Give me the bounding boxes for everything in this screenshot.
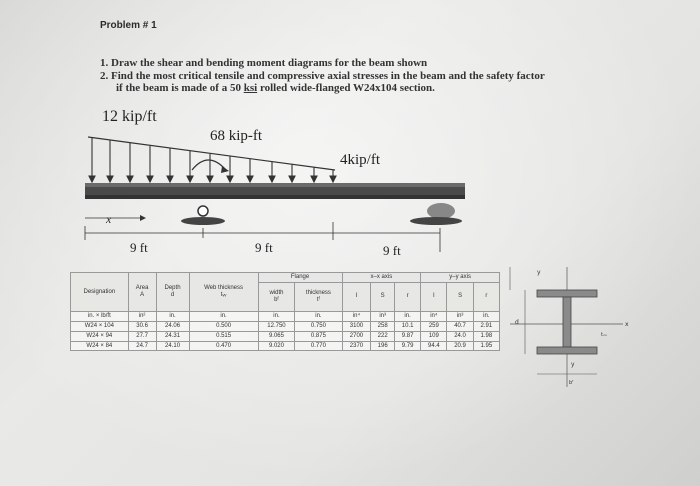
problem-title: Problem # 1 <box>100 20 157 31</box>
section-x-label: x <box>625 321 629 328</box>
section-properties-table <box>70 272 500 351</box>
roller-support <box>427 203 455 219</box>
section-y-top-label: y <box>537 269 541 276</box>
span-3-label: 9 ft <box>383 243 401 258</box>
header-designation: Designation <box>71 273 129 312</box>
table-row: W24 × 104 30.6 24.06 0.500 12.750 0.750 3100 258 10.1 259 40.7 2.91 <box>71 321 500 331</box>
question-2-line-1: 2. Find the most critical tensile and compressive axial stresses in the beam and the safety factor <box>100 70 545 82</box>
q2-text-post: rolled wide-flanged W24x104 section. <box>257 82 435 94</box>
header-depth: Depth d <box>156 273 189 312</box>
header-flange-width: width bᶠ <box>258 282 295 311</box>
question-1: 1. Draw the shear and bending moment diagrams for the beam shown <box>100 57 428 69</box>
distributed-load-left-label: 12 kip/ft <box>102 108 157 125</box>
q2-ksi-link: ksi <box>243 82 258 94</box>
moment-label: 68 kip-ft <box>210 128 263 144</box>
top-flange <box>537 290 597 297</box>
section-tw-label: tᵥᵥ <box>601 332 608 338</box>
header-ry: r <box>473 282 499 311</box>
table-row: W24 × 94 27.7 24.31 0.515 9.065 0.875 2700 222 9.87 109 24.0 1.98 <box>71 331 500 341</box>
header-rx: r <box>394 282 420 311</box>
table-row: W24 × 84 24.7 24.10 0.470 9.020 0.770 2370 196 9.79 94.4 20.9 1.95 <box>71 341 500 351</box>
section-bf-label: bᶠ <box>569 380 574 386</box>
section-y-bottom-label: y <box>571 361 575 368</box>
distributed-load-right-label: 4kip/ft <box>340 152 380 168</box>
section-d-label: d <box>515 319 519 326</box>
header-flange: Flange <box>258 273 342 283</box>
x-axis-label: x <box>106 212 112 226</box>
header-yy-axis: y–y axis <box>421 273 500 283</box>
moment-arc <box>192 160 226 170</box>
web <box>563 297 571 347</box>
header-xx-axis: x–x axis <box>342 273 421 283</box>
bottom-flange <box>537 347 597 354</box>
header-ix: I <box>342 282 371 311</box>
units-row: in. × lb/ft in² in. in. in. in. in⁴ in³ in. in⁴ in³ in. <box>71 311 500 321</box>
header-web-thickness: Web thickness tᵥᵥ <box>189 273 258 312</box>
pin-support <box>198 206 208 216</box>
q2-text-pre: if the beam is made of a 50 <box>116 82 244 94</box>
span-2-label: 9 ft <box>255 240 273 255</box>
wide-flange-section-diagram <box>505 262 635 402</box>
header-sy: S <box>447 282 473 311</box>
header-area: Area A <box>128 273 156 312</box>
span-1-label: 9 ft <box>130 240 148 255</box>
header-iy: I <box>421 282 447 311</box>
header-flange-thickness: thickness tᶠ <box>295 282 342 311</box>
header-sx: S <box>371 282 395 311</box>
